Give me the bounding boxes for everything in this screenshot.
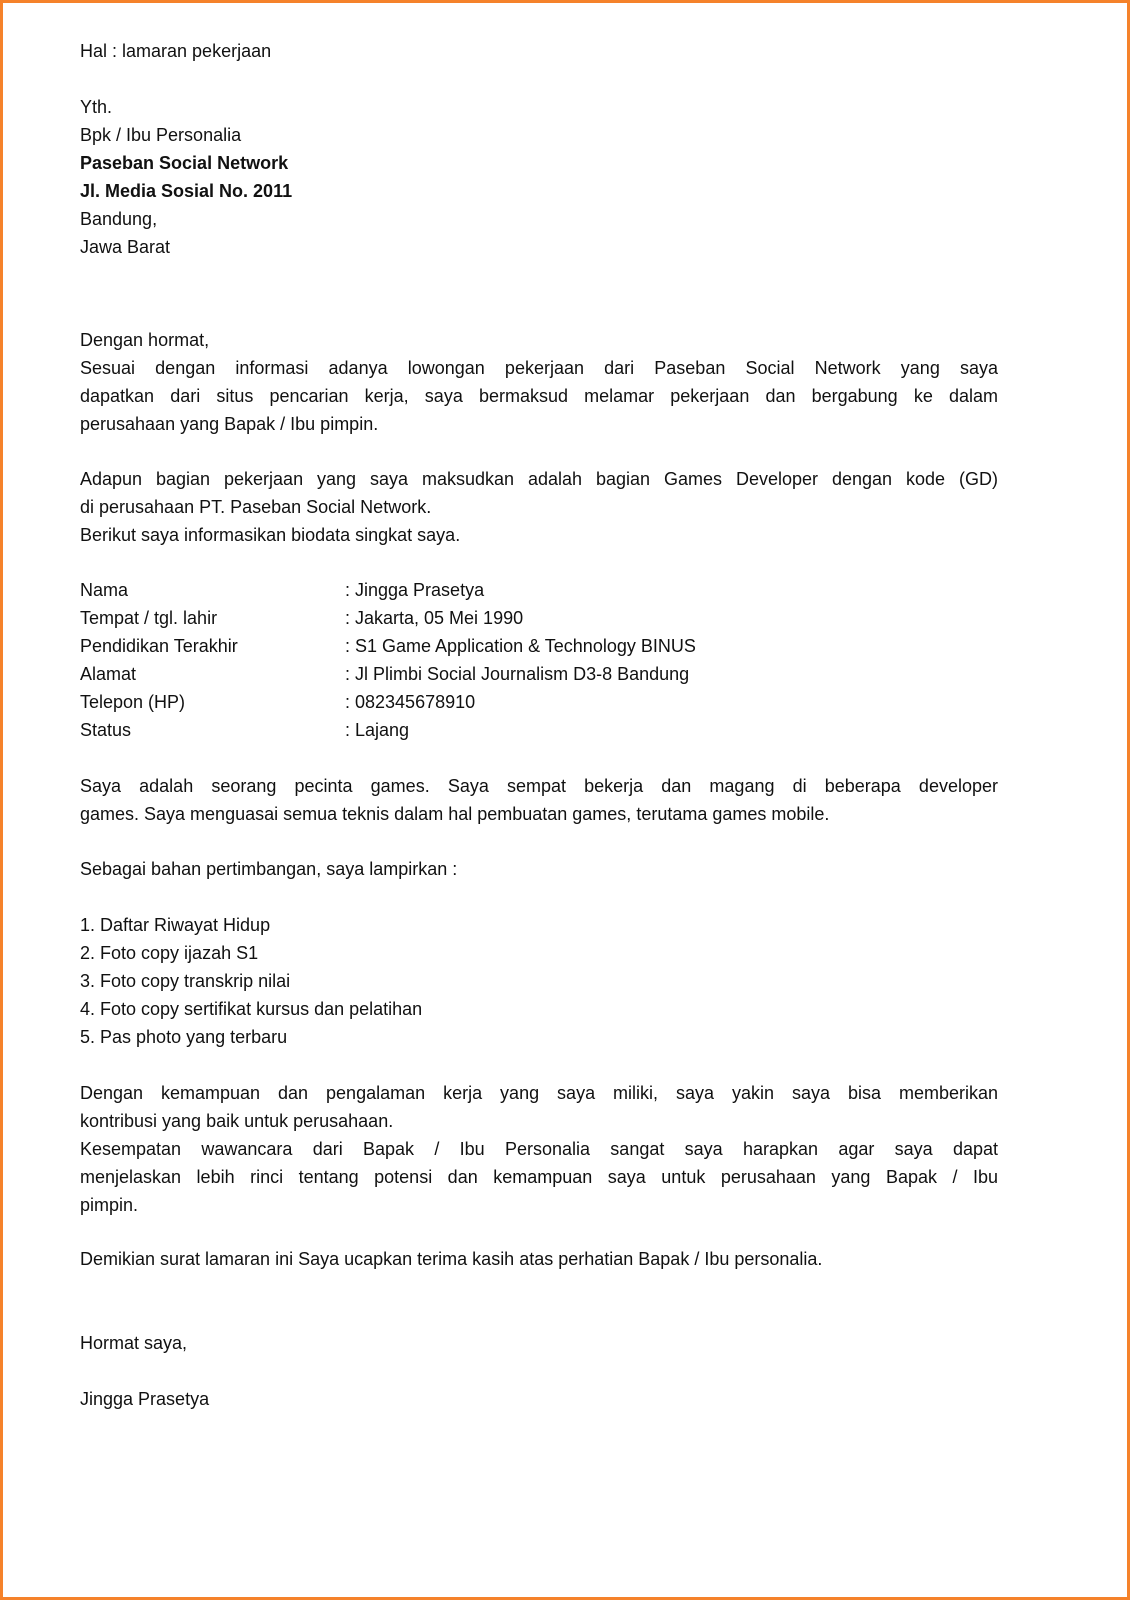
para-line: games. Saya menguasai semua teknis dalam hal pembuatan games, terutama games mobile.: [80, 803, 830, 824]
biodata-label: Tempat / tgl. lahir: [80, 607, 218, 628]
biodata-label: Nama: [80, 580, 129, 600]
subject-line: Hal : lamaran pekerjaan: [80, 41, 272, 61]
closing-line: Demikian surat lamaran ini Saya ucapkan terima kasih atas perhatian Bapak / Ibu personalia.: [80, 1249, 823, 1269]
paragraph-position: [80, 466, 998, 550]
attachment-item: 2. Foto copy ijazah S1: [80, 942, 259, 963]
biodata-value: : Jingga Prasetya: [345, 580, 485, 600]
biodata-value: : Lajang: [345, 719, 410, 740]
para-line: menjelaskan lebih rinci tentang potensi dan kemampuan saya untuk perusahaan yang Bapak / Ibu: [80, 1166, 998, 1187]
attachments-list: [80, 912, 998, 1052]
para-line: Kesempatan wawancara dari Bapak / Ibu Personalia sangat saya harapkan agar saya dapat: [80, 1138, 998, 1159]
recipient-city: Bandung,: [80, 208, 158, 229]
attachment-item: 4. Foto copy sertifikat kursus dan pelatihan: [80, 998, 423, 1019]
recipient-address: [80, 94, 998, 261]
para-line: pimpin.: [80, 1194, 139, 1215]
signature-name: Jingga Prasetya: [80, 1389, 210, 1409]
biodata-row: [80, 605, 998, 633]
biodata-row: [80, 717, 998, 745]
para-line: Sesuai dengan informasi adanya lowongan pekerjaan dari Paseban Social Network yang saya: [80, 357, 998, 378]
biodata-label: Telepon (HP): [80, 691, 186, 712]
attachments-intro: Sebagai bahan pertimbangan, saya lampirkan :: [80, 859, 458, 879]
para-line: di perusahaan PT. Paseban Social Network.: [80, 496, 432, 517]
recipient-company: Paseban Social Network: [80, 152, 289, 173]
biodata-table: [80, 577, 998, 744]
biodata-row: [80, 577, 998, 605]
biodata-value: : 082345678910: [345, 691, 476, 712]
para-line: Saya adalah seorang pecinta games. Saya sempat bekerja dan magang di beberapa developer: [80, 776, 998, 796]
biodata-label: Pendidikan Terakhir: [80, 635, 238, 656]
recipient-province: Jawa Barat: [80, 236, 171, 257]
recipient-street: Jl. Media Sosial No. 2011: [80, 180, 293, 201]
biodata-value: : Jakarta, 05 Mei 1990: [345, 607, 524, 628]
biodata-value: : Jl Plimbi Social Journalism D3-8 Bandung: [345, 663, 690, 684]
attachment-item: 3. Foto copy transkrip nilai: [80, 970, 291, 991]
paragraph-intro: [80, 327, 998, 439]
biodata-label: Alamat: [80, 663, 137, 684]
paragraph-capability: [80, 1080, 998, 1220]
para-line: perusahaan yang Bapak / Ibu pimpin.: [80, 413, 379, 434]
para-line: kontribusi yang baik untuk perusahaan.: [80, 1110, 394, 1131]
recipient-to: Bpk / Ibu Personalia: [80, 124, 242, 145]
para-line: Dengan kemampuan dan pengalaman kerja yang saya miliki, saya yakin saya bisa memberikan: [80, 1083, 998, 1103]
recipient-greeting: Yth.: [80, 97, 113, 117]
attachment-item: 5. Pas photo yang terbaru: [80, 1026, 288, 1047]
para-line: Berikut saya informasikan biodata singkat saya.: [80, 524, 461, 545]
paragraph-experience: [80, 773, 998, 829]
biodata-row: [80, 689, 998, 717]
para-line: Adapun bagian pekerjaan yang saya maksudkan adalah bagian Games Developer dengan kode (GD): [80, 469, 998, 489]
signoff: Hormat saya,: [80, 1333, 188, 1353]
biodata-row: [80, 661, 998, 689]
biodata-value: : S1 Game Application & Technology BINUS: [345, 635, 696, 656]
opening: Dengan hormat,: [80, 330, 210, 350]
biodata-label: Status: [80, 719, 132, 740]
attachment-item: 1. Daftar Riwayat Hidup: [80, 915, 271, 935]
biodata-row: [80, 633, 998, 661]
para-line: dapatkan dari situs pencarian kerja, saya bermaksud melamar pekerjaan dan bergabung ke dalam: [80, 385, 998, 406]
